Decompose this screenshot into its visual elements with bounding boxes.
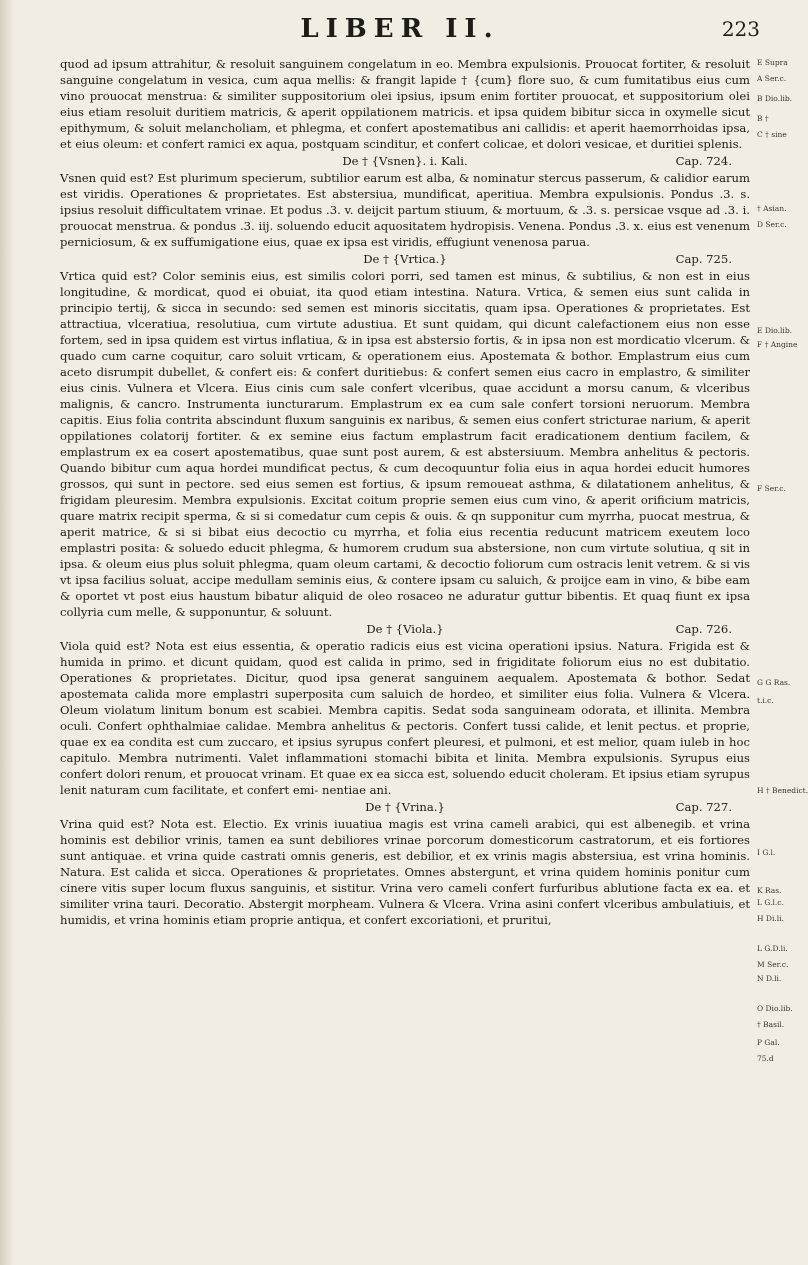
page-fold-shadow: [0, 0, 14, 1265]
margin-note: K Ras.: [757, 886, 782, 895]
margin-note: E Supra: [757, 58, 788, 67]
chapter-title: De † {Vsnen}. i. Kali.: [342, 154, 468, 168]
page-number: 223: [721, 17, 760, 41]
chapter-number: Cap. 725.: [675, 252, 732, 266]
chapter-title: De † {Vrina.}: [365, 800, 445, 814]
margin-note: H Di.li.: [757, 914, 784, 923]
paragraph: Vrtica quid est? Color seminis eius, est similis colori porri, sed tamen est minus, & subtilius, & non est in eius longitudine, & mordicat, quod ei obuiat, ita quod etiam intestina. Natura. Vrtica, & semen eius sunt calida in principio tertij, & sicca in secundo: sed semen est minoris siccitatis, quam ipsa. Operationes & proprietates. Est attractiua, vlceratiua, resolutiua, cum virtute adustiua. Et sunt quidam, qui dicunt calefactionem eius non esse fortem, sed in ipsa quidem est virtus inflatiua, & in ipsa est abstersio fortis, & in ipsa non est mordicatio vlcerum. & quado cum carne coquitur, caro soluit vrticam, & operationem eius. Apostemata & bothor. Emplastrum eius cum aceto disrumpit dubellet, & confert eis: & confert duritiebus: & confert semen eius cacro in emplastro, & similiter eius cinis. Vulnera et Vlcera. Eius cinis cum sale confert vlceribus, quae accidunt a morsu canum, & vlceribus malignis, & cancro. Instrumenta iuncturarum. Emplastrum ex ea cum sale confert torsioni neruorum. Membra capitis. Eius folia contrita abscindunt fluxum sanguinis ex naribus, & semen eius confert stricturae narium, & aperit oppilationes colatorij fortiter. & ex semine eius factum emplastrum facit eradicationem dentium facilem, & emplastrum ex ea cosert apostematibus, quae sunt post aurem, & est abstersiuum. Membra anhelitus & pectoris. Quando bibitur cum aqua hordei mundificat pectus, & cum decoquuntur folia eius in aqua hordei educit humores grossos, qui sunt in pectore. sed eius semen est fortius, & ipsum remoueat asthma, & dilatationem anhelitus, & frigidam pleuresim. Membra expulsionis. Excitat coitum proprie semen eius cum vino, & aperit orificium matricis, quare matrix recipit sperma, & si si comedatur cum cepis & ouis. & qn supponitur cum myrrha, puocat mestrua, & aperit matrice, & si si bibat eius decoctio cu myrrha, et folia eius recentia reducunt matricem exeutem loco emplastri posita: & soluedo educit phlegma, & humorem crudum sua abstersione, non cum virtute solutiua, q sit in ipsa. & oleum eius plus soluit phlegma, quam oleum cartami, & decoctio foliorum cum ostracis lenit vetrem. & si vis vt ipsa facilius soluat, accipe medullam seminis eius, & contere ipsam cu saluich, & proijce eam in vino, & bibe eam & oportet vt post eius haustum bibatur aliquid de oleo rosaceo ne aduratur guttur bibentis. Et quaq fiunt ex ipsa collyria cum melle, & supponuntur, & soluunt.: [60, 269, 750, 619]
margin-note: A Ser.c.: [757, 74, 787, 83]
main-text: [60, 56, 750, 928]
chapter-number: Cap. 726.: [675, 622, 732, 636]
margin-note: M Ser.c.: [757, 960, 789, 969]
margin-note: B †: [757, 114, 769, 123]
chapter-heading: [60, 251, 750, 267]
margin-note: F Ser.c.: [757, 484, 786, 493]
margin-note: G G Ras.: [757, 678, 791, 687]
margin-note: † Asian.: [757, 204, 787, 213]
paragraph: Viola quid est? Nota est eius essentia, & operatio radicis eius est vicina operationi ipsius. Natura. Frigida est & humida in primo. et dicunt quidam, quod est calida in primo, sed in frigiditate foliorum eius no est dubitatio. Operationes & proprietates. Dicitur, quod ipsa generat sanguinem aequalem. Apostemata & bothor. Sedat apostemata calida more emplastri superposita cum saluich de hordeo, et similiter eius folia. Vulnera & Vlcera. Oleum violatum linitum bonum est scabiei. Membra capitis. Sedat soda sanguineam odorata, et illinita. Membra oculi. Confert ophthalmiae calidae. Membra anhelitus & pectoris. Confert tussi calide, et lenit pectus. et proprie, quae ex ea condita est cum zuccaro, et ipsius syrupus confert pleuresi, et pulmoni, et est melior, quam iuleb in hoc capitulo. Membra nutrimenti. Valet inflammationi stomachi bibita et linita. Membra expulsionis. Syrupus eius confert dolori renum, et prouocat vrinam. Et quae ex ea sicca est, soluendo educit choleram. Et ipsius etiam syrupus lenit naturam cum facilitate, et confert emi- nentiae ani.: [60, 639, 750, 797]
paragraph: Vrina quid est? Nota est. Electio. Ex vrinis iuuatiua magis est vrina cameli arabici, qui est albenegib. et vrina hominis est debilior vrinis, tamen ea sunt debiliores vrinae porcorum domesticorum castratorum, et eis fortiores sunt antiquae. et vrina quide castrati omnis generis, est debilior, et ex vrinis magis abstersiua, est vrina hominis. Natura. Est calida et sicca. Operationes & proprietates. Omnes abstergunt, et vrina quidem hominis ponitur cum cinere vitis super locum fluxus sanguinis, et sistitur. Vrina vero cameli confert furfuribus ablutione facta ex ea. et similiter vrina tauri. Decoratio. Abstergit morpheam. Vulnera & Vlcera. Vrina asini confert vlceribus ambulatiuis, et humidis, et vrina hominis etiam proprie antiqua, et confert excoriationi, et pruritui,: [60, 817, 750, 927]
margin-note: N D.li.: [757, 974, 782, 983]
paragraph: quod ad ipsum attrahitur, & resoluit sanguinem congelatum in eo. Membra expulsionis. Prouocat fortiter, & resoluit sanguine congelatum in vesica, cum aqua mellis: & frangit lapide † {cum} flore suo, & cum fumitatibus eius cum vino prouocat menstrua: & similiter suppositorium olei ipsius, ipsum enim fortiter prouocat, et suppositorium olei eius etiam resoluit duritiem matricis, & aperit oppilationem matricis. et ipsa quidem bibitur sicca in oxymelle sicut epithymum, & soluit melancholiam, et phlegma, et confert apostematibus ani callidis: et aperit haemorrhoidas ipsa, et eius oleum: et confert ramici ex aqua, postquam scinditur, et confert colicae, et dolori vesicae, et duritiei splenis.: [60, 57, 750, 151]
margin-note: I G.l.: [757, 848, 776, 857]
paragraph: Vsnen quid est? Est plurimum specierum, subtilior earum est alba, & nominatur stercus passerum, & calidior earum est viridis. Operationes & proprietates. Est abstersiua, mundificat, aperitiua. Membra expulsionis. Pondus .3. s. ipsius resoluit difficultatem vrinae. Et podus .3. v. deijcit partum stiuum, & mortuum, & .3. s. persicae vsque ad .3. i. prouocat menstrua. & pondus .3. iij. soluendo educit aquositatem hydropisis. Venena. Pondus .3. x. eius est venenum perniciosum, & ex suffumigatione eius, quae ex ipsa est viridis, effugiunt venenosa parua.: [60, 171, 750, 249]
margin-note: † Basil.: [757, 1020, 785, 1029]
margin-note: B Dio.lib.: [757, 94, 793, 103]
margin-note: P Gal.: [757, 1038, 780, 1047]
chapter-title: De † {Viola.}: [366, 622, 444, 636]
chapter-number: Cap. 727.: [675, 800, 732, 814]
chapter-title: De † {Vrtica.}: [363, 252, 447, 266]
chapter-heading: [60, 799, 750, 815]
margin-note: t.i.c.: [757, 696, 774, 705]
margin-note: L G.D.li.: [757, 944, 788, 953]
chapter-heading: [60, 153, 750, 169]
margin-note: F † Angine: [757, 340, 798, 349]
margin-note: C † sine: [757, 130, 787, 139]
page-title: LIBER II.: [300, 14, 500, 44]
chapter-heading: [60, 621, 750, 637]
margin-note: 75.d: [757, 1054, 774, 1063]
margin-note: E Dio.lib.: [757, 326, 793, 335]
margin-note: O Dio.lib.: [757, 1004, 793, 1013]
chapter-number: Cap. 724.: [675, 154, 732, 168]
margin-note: L G.l.c.: [757, 898, 784, 907]
margin-note: H † Benedict.: [757, 786, 808, 795]
margin-note: D Ser.c.: [757, 220, 787, 229]
